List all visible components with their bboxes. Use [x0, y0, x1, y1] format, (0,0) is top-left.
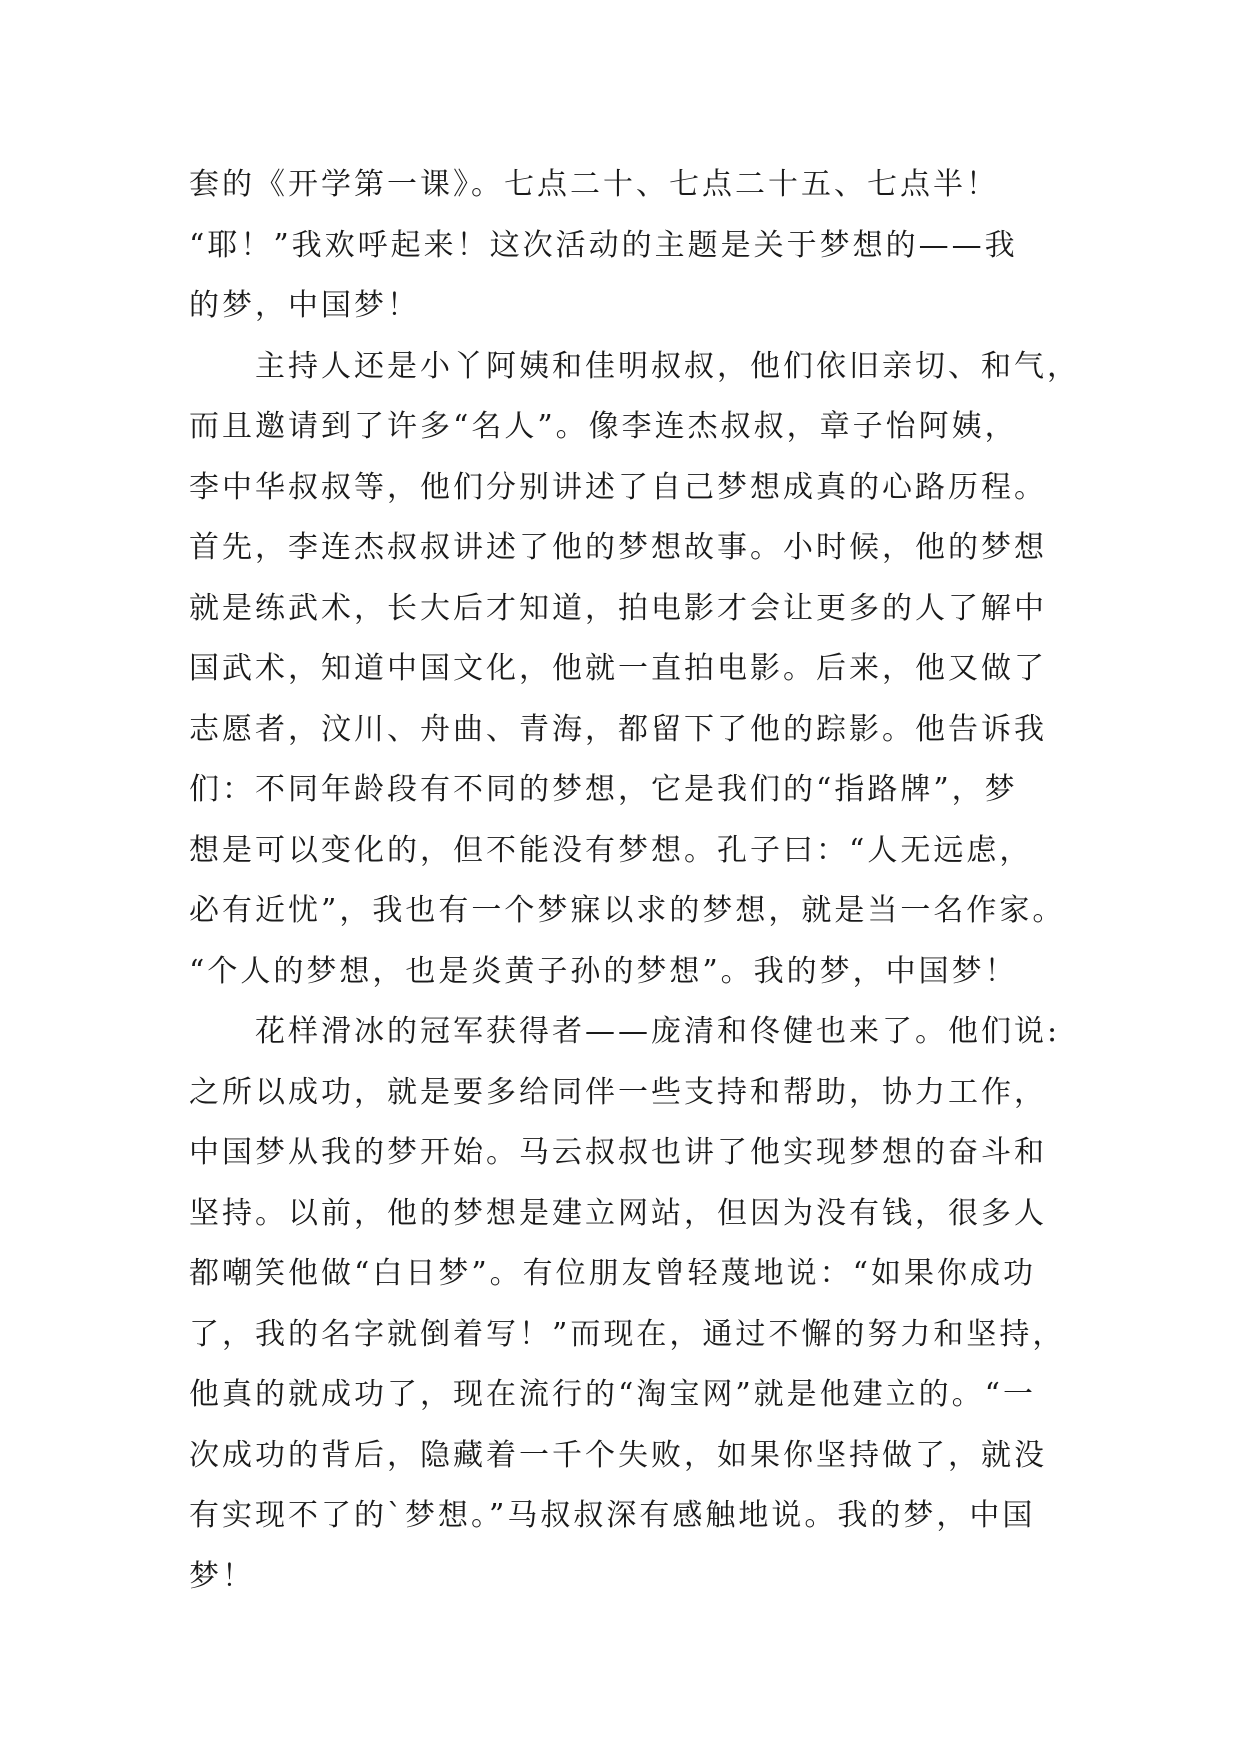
- text-line: 必有近忧”，我也有一个梦寐以求的梦想，就是当一名作家。: [189, 893, 1066, 928]
- text-line: 国武术，知道中国文化，他就一直拍电影。后来，他又做了: [189, 651, 1047, 686]
- text-line: 就是练武术，长大后才知道，拍电影才会让更多的人了解中: [189, 590, 1047, 626]
- text-line: “个人的梦想，也是炎黄子孙的梦想”。我的梦，中国梦！: [189, 953, 1018, 989]
- text-line: “耶！”我欢呼起来！这次活动的主题是关于梦想的——我: [189, 227, 1018, 263]
- text-line: 花样滑冰的冠军获得者——庞清和佟健也来了。他们说:: [189, 1014, 1061, 1049]
- body-text: [189, 155, 1089, 1607]
- text-line: 们：不同年龄段有不同的梦想，它是我们的“指路牌”，梦: [189, 772, 1018, 807]
- text-line: 李中华叔叔等，他们分别讲述了自己梦想成真的心路历程。: [189, 469, 1047, 505]
- text-line: 了，我的名字就倒着写！”而现在，通过不懈的努力和坚持，: [189, 1316, 1066, 1352]
- text-line: 主持人还是小丫阿姨和佳明叔叔，他们依旧亲切、和气，: [189, 348, 1080, 384]
- text-line: 之所以成功，就是要多给同伴一些支持和帮助，协力工作，: [189, 1074, 1047, 1110]
- text-line: 坚持。以前，他的梦想是建立网站，但因为没有钱，很多人: [189, 1195, 1047, 1231]
- text-line: 次成功的背后，隐藏着一千个失败，如果你坚持做了，就没: [189, 1437, 1047, 1473]
- text-line: 志愿者，汶川、舟曲、青海，都留下了他的踪影。他告诉我: [189, 711, 1047, 747]
- text-line: 的梦，中国梦！: [189, 288, 420, 323]
- text-line: 梦！: [189, 1558, 255, 1594]
- text-line: 想是可以变化的，但不能没有梦想。孔子曰：“人无远虑，: [189, 832, 1033, 868]
- text-line: 首先，李连杰叔叔讲述了他的梦想故事。小时候，他的梦想: [189, 530, 1047, 565]
- text-line: 都嘲笑他做“白日梦”。有位朋友曾轻蔑地说：“如果你成功: [189, 1256, 1037, 1291]
- text-line: 而且邀请到了许多“名人”。像李连杰叔叔，章子怡阿姨，: [189, 409, 1018, 444]
- text-line: 套的《开学第一课》。七点二十、七点二十五、七点半！: [189, 167, 999, 202]
- text-line: 他真的就成功了，现在流行的“淘宝网”就是他建立的。“一: [189, 1377, 1037, 1412]
- text-line: 中国梦从我的梦开始。马云叔叔也讲了他实现梦想的奋斗和: [189, 1135, 1047, 1170]
- text-line: 有实现不了的`梦想。”马叔叔深有感触地说。我的梦，中国: [189, 1498, 1036, 1533]
